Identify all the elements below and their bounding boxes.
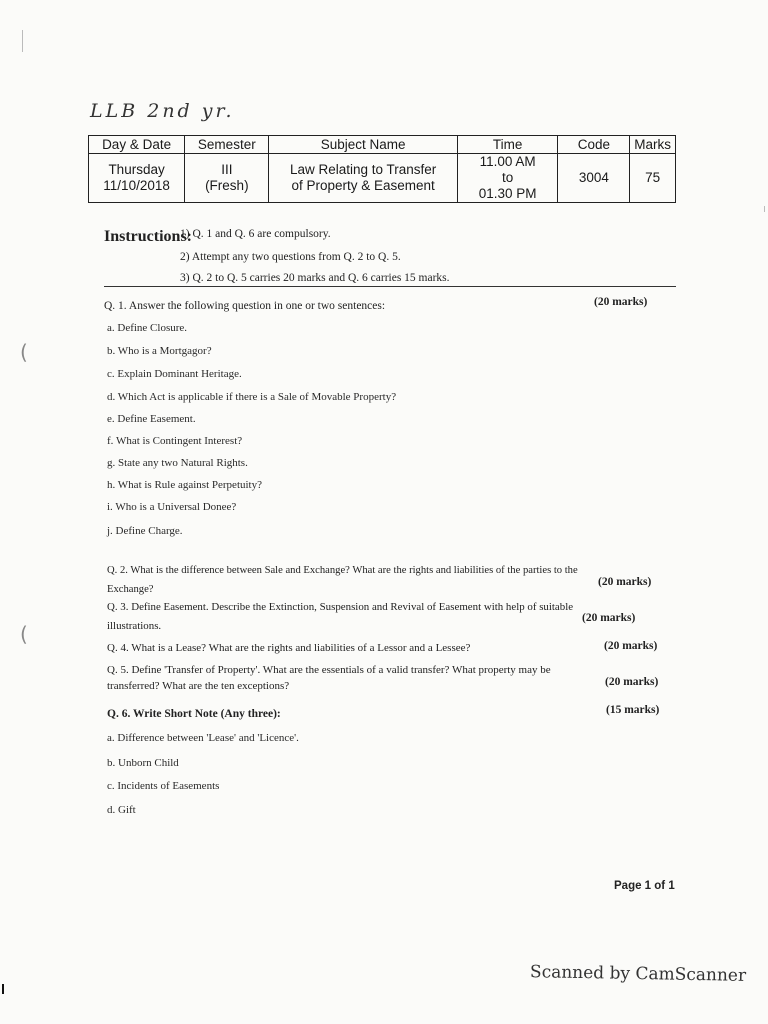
list-item: d. Gift <box>107 804 136 816</box>
list-item: c. Explain Dominant Heritage. <box>107 368 242 380</box>
question-6-text: Q. 6. Write Short Note (Any three): <box>107 708 281 720</box>
instruction-item: 3) Q. 2 to Q. 5 carries 20 marks and Q. 6 carries 15 marks. <box>180 272 450 284</box>
list-item: f. What is Contingent Interest? <box>107 435 243 447</box>
list-item: h. What is Rule against Perpetuity? <box>107 479 262 491</box>
question-3-text-cont: illustrations. <box>107 620 162 632</box>
question-1-marks: (20 marks) <box>594 296 648 308</box>
question-4-marks: (20 marks) <box>604 640 658 652</box>
scan-edge-mark <box>22 30 23 52</box>
list-item: b. Who is a Mortgagor? <box>107 345 212 357</box>
page-number: Page 1 of 1 <box>614 880 675 892</box>
instruction-item: 1) Q. 1 and Q. 6 are compulsory. <box>180 228 331 240</box>
scan-edge-mark-bottom <box>2 984 4 994</box>
col-subject-name: Subject Name <box>269 136 457 154</box>
list-item: g. State any two Natural Rights. <box>107 457 248 469</box>
instructions-label: Instructions: <box>104 228 193 245</box>
exam-header-table <box>88 135 676 203</box>
list-item: a. Difference between 'Lease' and 'Licence'. <box>107 732 299 744</box>
list-item: j. Define Charge. <box>107 525 183 537</box>
handwritten-note: LLB 2nd yr. <box>90 100 235 122</box>
cell-semester: III (Fresh) <box>185 154 269 203</box>
scan-edge-mark-right <box>764 206 765 212</box>
table-row <box>89 154 676 203</box>
cell-time: 11.00 AM to 01.30 PM <box>457 154 558 203</box>
question-5-marks: (20 marks) <box>605 676 659 688</box>
list-item: c. Incidents of Easements <box>107 780 220 792</box>
cell-code: 3004 <box>558 154 630 203</box>
question-5-text: Q. 5. Define 'Transfer of Property'. What are the essentials of a valid transfer? What property may be <box>107 664 551 676</box>
cell-subject-name: Law Relating to Transfer of Property & Easement <box>269 154 457 203</box>
punch-hole-mark: ( <box>20 340 28 364</box>
col-code: Code <box>558 136 630 154</box>
list-item: e. Define Easement. <box>107 413 196 425</box>
divider <box>104 286 676 287</box>
question-2-marks: (20 marks) <box>598 576 652 588</box>
question-6-marks: (15 marks) <box>606 704 660 716</box>
question-5-text-cont: transferred? What are the ten exceptions? <box>107 680 290 692</box>
question-4-text: Q. 4. What is a Lease? What are the rights and liabilities of a Lessor and a Lessee? <box>107 642 471 654</box>
list-item: d. Which Act is applicable if there is a Sale of Movable Property? <box>107 391 397 403</box>
question-2-text-cont: Exchange? <box>107 584 154 595</box>
col-semester: Semester <box>185 136 269 154</box>
scanner-watermark: Scanned by CamScanner <box>529 962 747 986</box>
col-time: Time <box>457 136 558 154</box>
col-marks: Marks <box>630 136 676 154</box>
instruction-item: 2) Attempt any two questions from Q. 2 to Q. 5. <box>180 251 401 263</box>
col-day-date: Day & Date <box>89 136 185 154</box>
list-item: a. Define Closure. <box>107 322 188 334</box>
question-3-marks: (20 marks) <box>582 612 636 624</box>
header-row <box>89 136 676 154</box>
punch-hole-mark: ( <box>20 622 28 646</box>
cell-marks: 75 <box>630 154 676 203</box>
question-1-text: Q. 1. Answer the following question in one or two sentences: <box>104 300 386 312</box>
cell-day-date: Thursday 11/10/2018 <box>89 154 185 203</box>
list-item: b. Unborn Child <box>107 757 179 769</box>
list-item: i. Who is a Universal Donee? <box>107 501 237 513</box>
question-3-text: Q. 3. Define Easement. Describe the Extinction, Suspension and Revival of Easement with help of suitable <box>107 601 574 613</box>
question-2-text: Q. 2. What is the difference between Sale and Exchange? What are the rights and liabilities of the parties to the <box>107 565 578 576</box>
